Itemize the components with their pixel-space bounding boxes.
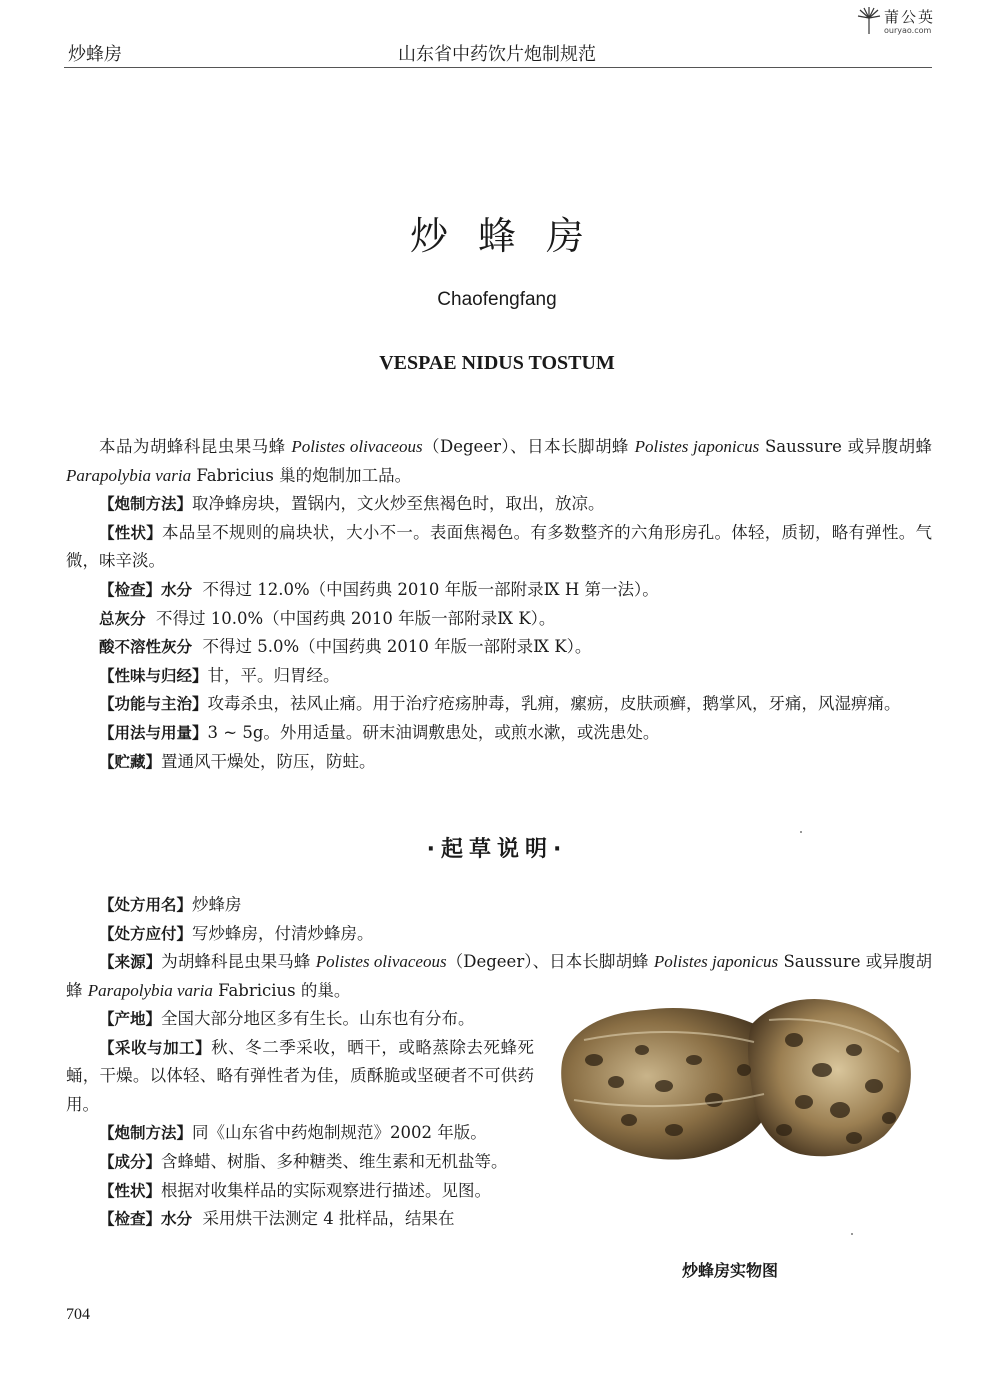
entry-xingzhuang: 【性状】本品呈不规则的扁块状，大小不一。表面焦褐色。有多数整齐的六角形房孔。体轻，质韧，略有弹性。气微，味辛淡。 bbox=[66, 522, 932, 571]
note-caishou: 【采收与加工】秋、冬二季采收，晒干，或略蒸除去死蜂死蛹，干燥。以体轻、略有弹性者为佳，质酥脆或坚硬者不可供药用。 bbox=[66, 1037, 534, 1114]
monograph-body bbox=[66, 433, 932, 776]
entry-suanhuifen: 酸不溶性灰分 不得过 5.0%（中国药典 2010 年版一部附录Ⅸ K）。 bbox=[99, 637, 592, 657]
note-yongming: 【处方用名】炒蜂房 bbox=[99, 895, 242, 914]
drafting-notes-full bbox=[66, 891, 932, 1005]
entry-zonghuifen: 总灰分 不得过 10.0%（中国药典 2010 年版一部附录Ⅸ K）。 bbox=[99, 608, 556, 628]
wasp-nest-photo bbox=[554, 990, 916, 1170]
note-chandi: 【产地】全国大部分地区多有生长。山东也有分布。 bbox=[99, 1009, 475, 1028]
entry-yongfa: 【用法与用量】3 ~ 5g。外用适量。研末油调敷患处，或煎水漱，或洗患处。 bbox=[99, 722, 660, 742]
note-laiyuan: 【来源】为胡蜂科昆虫果马蜂 Polistes olivaceous（Degeer）、日本长脚胡蜂 Polistes japonicus Saussure 或异腹胡蜂 Parapolybia varia Fabricius 的巢。 bbox=[66, 952, 932, 1000]
dandelion-icon bbox=[856, 6, 882, 36]
note-yingfu: 【处方应付】写炒蜂房，付清炒蜂房。 bbox=[99, 923, 374, 943]
note-xingzhuang: 【性状】根据对收集样品的实际观察进行描述。见图。 bbox=[99, 1180, 492, 1200]
entry-zhucang: 【贮藏】置通风干燥处，防压，防蛀。 bbox=[99, 751, 376, 771]
figure-caption: 炒蜂房实物图 bbox=[681, 1261, 778, 1280]
logo-subtext: ouryao.com bbox=[884, 26, 932, 35]
drafting-notes-column bbox=[66, 1005, 534, 1234]
intro-paragraph: 本品为胡蜂科昆虫果马蜂 Polistes olivaceous（Degeer）、日本长脚胡蜂 Polistes japonicus Saussure 或异腹胡蜂 Parapolybia varia Fabricius 巢的炮制加工品。 bbox=[66, 437, 932, 485]
note-jiancha: 【检查】水分 采用烘干法测定 4 批样品，结果在 bbox=[99, 1209, 455, 1229]
title-chinese: 炒蜂房 bbox=[409, 214, 614, 258]
entry-jiancha: 【检查】水分 不得过 12.0%（中国药典 2010 年版一部附录Ⅸ H 第一法）。 bbox=[99, 579, 659, 599]
entry-xingwei: 【性味与归经】甘，平。归胃经。 bbox=[99, 665, 340, 685]
title-pinyin: Chaofengfang bbox=[437, 289, 557, 310]
section-title-drafting-notes: ·起草说明· bbox=[426, 837, 568, 862]
note-chengfen: 【成分】含蜂蜡、树脂、多种糖类、维生素和无机盐等。 bbox=[99, 1151, 508, 1171]
entry-gongneng: 【功能与主治】攻毒杀虫，祛风止痛。用于治疗疮疡肿毒，乳痈，瘰疬，皮肤顽癣，鹅掌风，牙痛，风湿痹痛。 bbox=[99, 694, 901, 714]
entry-paozhi: 【炮制方法】取净蜂房块，置锅内，文火炒至焦褐色时，取出，放凉。 bbox=[99, 494, 605, 514]
scan-speck bbox=[800, 831, 802, 833]
logo-text: 莆公英 bbox=[884, 8, 936, 26]
running-header-left: 炒蜂房 bbox=[68, 44, 122, 65]
page-number: 704 bbox=[66, 1306, 90, 1323]
title-latin: VESPAE NIDUS TOSTUM bbox=[379, 352, 615, 374]
site-logo bbox=[856, 4, 936, 38]
note-paozhi: 【炮制方法】同《山东省中药炮制规范》2002 年版。 bbox=[99, 1123, 487, 1143]
header-rule bbox=[64, 67, 932, 68]
running-header-center: 山东省中药饮片炮制规范 bbox=[398, 44, 596, 65]
scan-speck bbox=[851, 1233, 853, 1235]
